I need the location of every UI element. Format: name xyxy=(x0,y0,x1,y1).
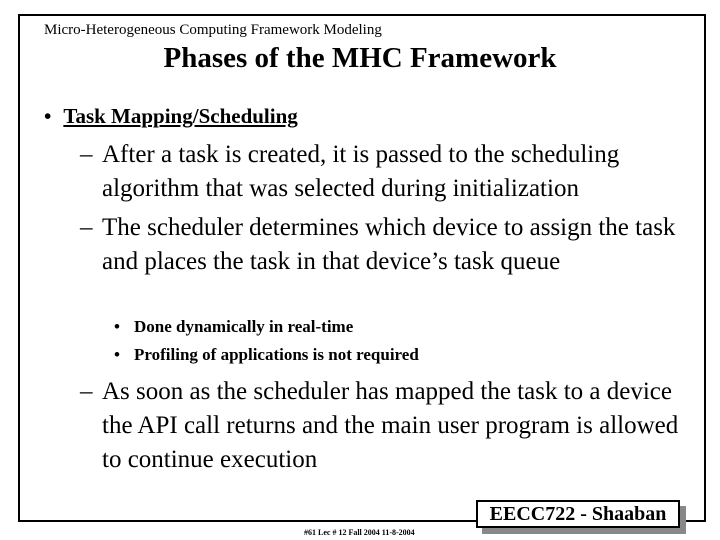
subbullet-marker: – xyxy=(80,378,93,405)
course-label-box xyxy=(476,500,686,534)
subbullet-text: The scheduler determines which device to assign the task and places the task in that device’s task queue xyxy=(102,214,676,275)
subsubbullet-marker: • xyxy=(114,345,120,364)
bullet-task-mapping xyxy=(44,104,298,129)
subbullet-text: As soon as the scheduler has mapped the task to a device the API call returns and the main user program is allowed to continue execution xyxy=(102,378,679,473)
subbullet-1 xyxy=(80,138,690,206)
subbullet-2 xyxy=(80,211,690,279)
subsubbullet-2 xyxy=(114,345,419,365)
subsubbullet-text: Done dynamically in real-time xyxy=(134,317,354,336)
subbullet-marker: – xyxy=(80,214,93,241)
subsubbullet-marker: • xyxy=(114,317,120,336)
subbullet-text: After a task is created, it is passed to the scheduling algorithm that was selected during initialization xyxy=(102,141,620,202)
course-label: EECC722 - Shaaban xyxy=(476,500,680,528)
subbullet-3 xyxy=(80,375,690,477)
slide-info: #61 Lec # 12 Fall 2004 11-8-2004 xyxy=(304,528,415,537)
subbullet-marker: – xyxy=(80,141,93,168)
bullet-label: Task Mapping/Scheduling xyxy=(63,104,298,128)
subsubbullet-text: Profiling of applications is not required xyxy=(134,345,419,364)
subsubbullet-1 xyxy=(114,317,353,337)
bullet-marker: • xyxy=(44,104,52,128)
slide-header: Micro-Heterogeneous Computing Framework Modeling xyxy=(44,22,382,38)
slide-title: Phases of the MHC Framework xyxy=(163,42,557,74)
